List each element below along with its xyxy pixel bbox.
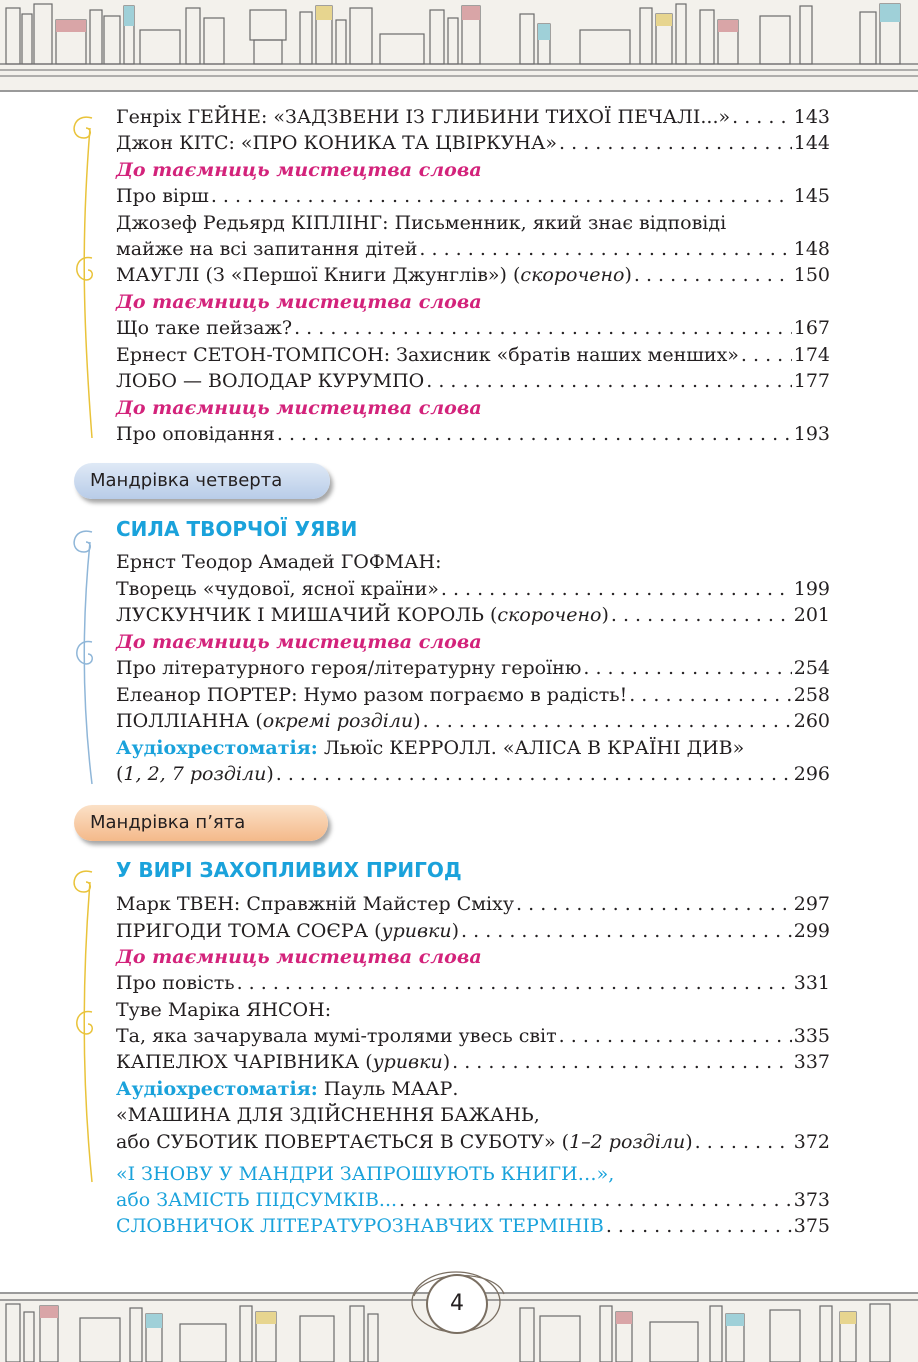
toc-entry-line: Джозеф Редьярд КІПЛІНГ: Письменник, який знає відповіді: [116, 212, 727, 234]
toc-entry[interactable]: Та, яка зачарувала мумі-тролями увесь світ . . . 335: [116, 1023, 830, 1049]
swirl-ornament-1: [62, 108, 102, 448]
swirl-ornament-2: [62, 522, 102, 792]
journey-4-tab[interactable]: Мандрівка четверта: [74, 463, 330, 499]
swirl-ornament-3: [62, 862, 102, 1192]
toc-entry[interactable]: Про оповідання . . . 193: [116, 421, 830, 447]
toc-entry[interactable]: або СУБОТИК ПОВЕРТАЄТЬСЯ В СУБОТУ» (1–2 розділи) . . . 372: [116, 1129, 830, 1155]
journey-5-tab[interactable]: Мандрівка п’ята: [74, 805, 328, 841]
toc-entry[interactable]: ЛУСКУНЧИК І МИШАЧИЙ КОРОЛЬ (скорочено) . . . 201: [116, 602, 830, 628]
toc-entry[interactable]: ЛОБО — ВОЛОДАР КУРУМПО . . . 177: [116, 368, 830, 394]
toc-entry[interactable]: ПОЛЛІАННА (окремі розділи) . . . 260: [116, 708, 830, 734]
subsection-label: До таємниць мистецтва слова: [116, 946, 482, 968]
subsection-label: До таємниць мистецтва слова: [116, 397, 482, 419]
toc-entry[interactable]: Джон КІТС: «ПРО КОНИКА ТА ЦВІРКУНА» . . . 144: [116, 130, 830, 156]
toc-entry[interactable]: МАУГЛІ (З «Першої Книги Джунглів») (скорочено) . . . 150: [116, 262, 830, 288]
toc-entry[interactable]: Про повість . . . 331: [116, 970, 830, 996]
bookshelf-header-decoration: [0, 0, 918, 92]
page-number: 4: [426, 1274, 488, 1334]
toc-entry-line[interactable]: Аудіохрестоматія: Пауль МААР.: [116, 1078, 459, 1100]
toc-entry-line: Ернст Теодор Амадей ГОФМАН:: [116, 551, 442, 573]
toc-entry-line[interactable]: Аудіохрестоматія: Льюїс КЕРРОЛЛ. «АЛІСА В КРАЇНІ ДИВ»: [116, 737, 745, 759]
subsection-label: До таємниць мистецтва слова: [116, 631, 482, 653]
toc-entry[interactable]: Генріх ГЕЙНЕ: «ЗАДЗВЕНИ ІЗ ГЛИБИНИ ТИХОЇ ПЕЧАЛІ...» . . . 143: [116, 104, 830, 130]
toc-entry[interactable]: Творець «чудової, ясної країни» . . . 199: [116, 576, 830, 602]
bookshelf-illustration-top: [0, 0, 918, 90]
toc-entry[interactable]: КАПЕЛЮХ ЧАРІВНИКА (уривки) . . . 337: [116, 1049, 830, 1075]
subsection-label: До таємниць мистецтва слова: [116, 291, 482, 313]
toc-entry-line: «МАШИНА ДЛЯ ЗДІЙСНЕННЯ БАЖАНЬ,: [116, 1104, 540, 1126]
subsection-label: До таємниць мистецтва слова: [116, 159, 482, 181]
toc-entry[interactable]: Про літературного героя/літературну героїню . . . 254: [116, 655, 830, 681]
toc-entry[interactable]: майже на всі запитання дітей . . . 148: [116, 236, 830, 262]
toc-entry-line: Туве Маріка ЯНСОН:: [116, 999, 332, 1021]
toc-entry-line: «І ЗНОВУ У МАНДРИ ЗАПРОШУЮТЬ КНИГИ…»,: [116, 1163, 615, 1185]
section-heading: СИЛА ТВОРЧОЇ УЯВИ: [116, 517, 358, 541]
toc-entry[interactable]: Що таке пейзаж? . . . 167: [116, 315, 830, 341]
toc-entry[interactable]: Марк ТВЕН: Справжній Майстер Сміху . . . 297: [116, 891, 830, 917]
toc-entry[interactable]: Про вірш . . . 145: [116, 183, 830, 209]
toc-entry[interactable]: Ернест СЕТОН-ТОМПСОН: Захисник «братів наших менших» . . . 174: [116, 342, 830, 368]
section-heading: У ВИРІ ЗАХОПЛИВИХ ПРИГОД: [116, 858, 462, 882]
toc-entry[interactable]: або ЗАМІСТЬ ПІДСУМКІВ... . . . 373: [116, 1187, 830, 1213]
toc-entry[interactable]: ПРИГОДИ ТОМА СОЄРА (уривки) . . . 299: [116, 918, 830, 944]
toc-entry[interactable]: (1, 2, 7 розділи) . . . 296: [116, 761, 830, 787]
toc-entry[interactable]: Елеанор ПОРТЕР: Нумо разом пограємо в радість! . . . 258: [116, 682, 830, 708]
toc-entry[interactable]: СЛОВНИЧОК ЛІТЕРАТУРОЗНАВЧИХ ТЕРМІНІВ . . . 375: [116, 1213, 830, 1239]
